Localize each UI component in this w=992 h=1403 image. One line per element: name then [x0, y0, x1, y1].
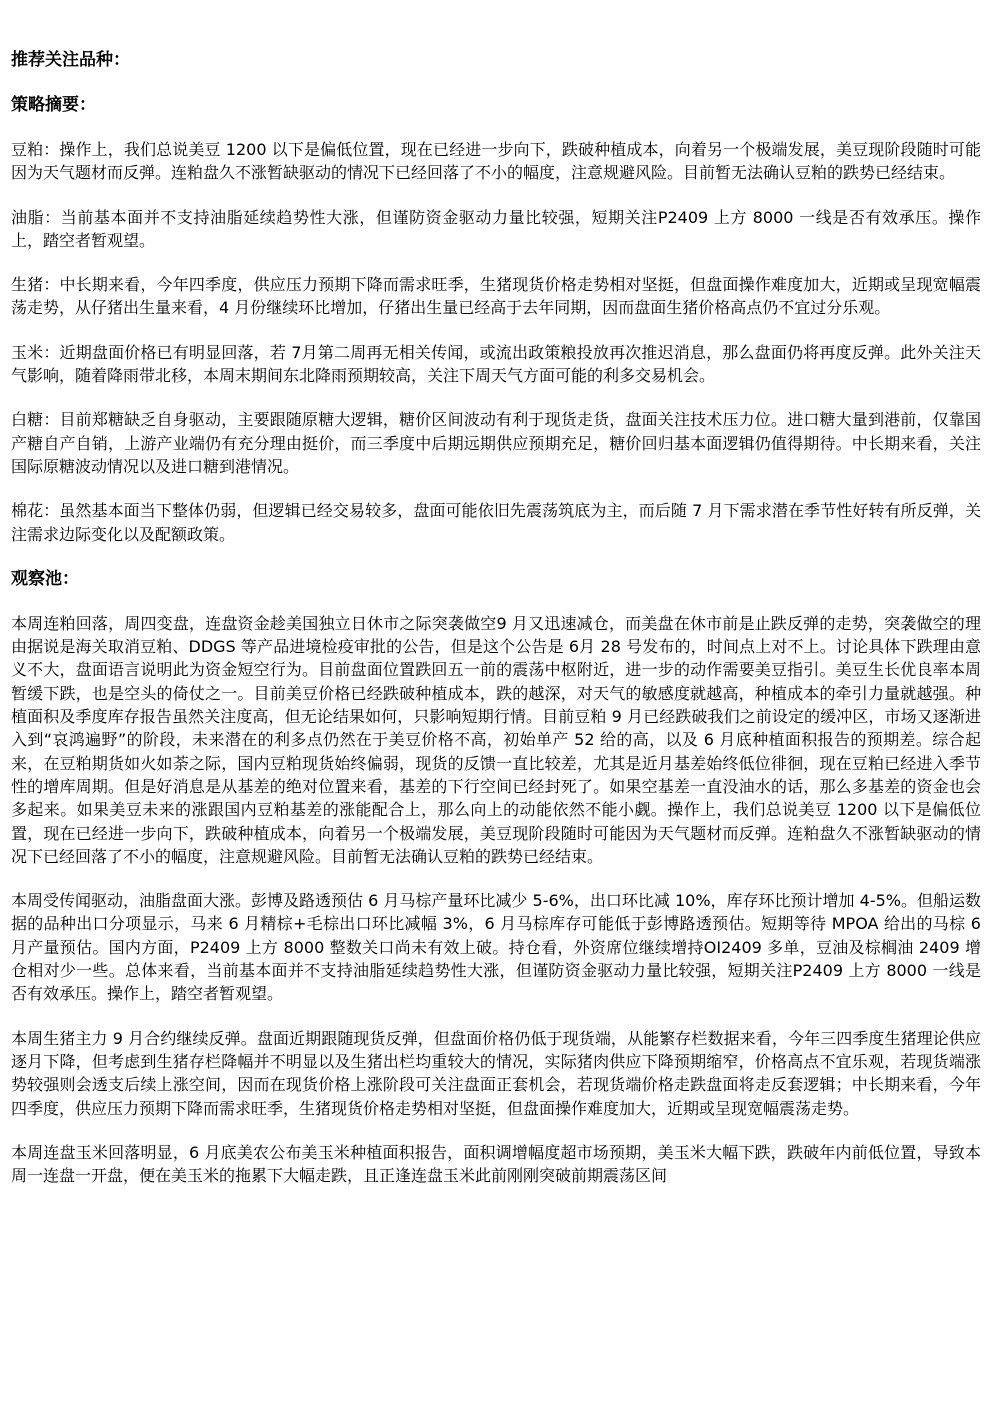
strategy-paragraph-sugar: 白糖：目前郑糖缺乏自身驱动，主要跟随原糖大逻辑，糖价区间波动有利于现货走货，盘面关注技术压力位。进口糖大量到港前，仅靠国产糖自产自销，上游产业端仍有充分理由挺价，而三季度中后期远期供应预期充足，糖价回归基本面逻辑仍值得期待。中长期来看，关注国际原糖波动情况以及进口糖到港情况。: [11, 410, 981, 476]
strategy-paragraph-cotton: 棉花：虽然基本面当下整体仍弱，但逻辑已经交易较多，盘面可能依旧先震荡筑底为主，而后随 7 月下需求潜在季节性好转有所反弹，关注需求边际变化以及配额政策。: [11, 501, 981, 544]
watchlist-heading: 观察池：: [11, 568, 79, 589]
recommend-heading: 推荐关注品种：: [11, 50, 130, 70]
watchlist-paragraph-corn: 本周连盘玉米回落明显，6 月底美农公布美玉米种植面积报告，面积调增幅度超市场预期，美玉米大幅下跌，跌破年内前低位置，导致本周一连盘一开盘，便在美玉米的拖累下大幅走跌，且正逢连盘玉米此前刚刚突破前期震荡区间: [11, 1142, 981, 1186]
watchlist-paragraph-soymeal: 本周连粕回落，周四变盘，连盘资金趁美国独立日休市之际突袭做空9 月又迅速减仓，而美盘在休市前是止跌反弹的走势，突袭做空的理由据说是海关取消豆粕、DDGS 等产品进境检疫审批的公告，但是这个公告是 6月 28 号发布的，时间点上对不上。讨论具体下跌理由意义不大，盘面语言说明此为资金短空行为。目前盘面位置跌回五一前的震荡中枢附近，进一步的动作需要美豆指引。美豆生长优良率本周暂缓下跌，也是空头的倚仗之一。目前美豆价格已经跌破种植成本，跌的越深，对天气的敏感度就越高，种植成本的牵引力量就越强。种植面积及季度库存报告虽然关注度高，但无论结果如何，只影响短期行情。目前豆粕 9 月已经跌破我们之前设定的缓冲区，市场又逐渐进入到“哀鸿遍野”的阶段，未来潜在的利多点仍然在于美豆价格不高，初始单产 52 给的高，以及 6 月底种植面积报告的预期差。综合起来，在豆粕期货如火如荼之际，国内豆粕现货始终偏弱，现货的反馈一直比较差，尤其是近月基差始终低位徘徊，现在豆粕已经进入季节性的增库周期。但是好消息是从基差的绝对位置来看，基差的下行空间已经封死了。如果空基差一直没油水的话，那么多基差的资金也会多起来。如果美豆未来的涨跟国内豆粕基差的涨能配合上，那么向上的动能依然不能小觑。操作上，我们总说美豆 1200 以下是偏低位置，现在已经进一步向下，跌破种植成本，向着另一个极端发展，美豆现阶段随时可能因为天气题材而反弹。连粕盘久不涨暂缺驱动的情况下已经回落了不小的幅度，注意规避风险。目前暂无法确认豆粕的跌势已经结束。: [11, 613, 981, 866]
strategy-paragraph-corn: 玉米：近期盘面价格已有明显回落，若 7月第二周再无相关传闻，或流出政策粮投放再次推迟消息，那么盘面仍将再度反弹。此外关注天气影响，随着降雨带北移，本周末期间东北降雨预期较高，关注下周天气方面可能的利多交易机会。: [11, 342, 981, 386]
watchlist-paragraph-oils: 本周受传闻驱动，油脂盘面大涨。彭博及路透预估 6 月马棕产量环比减少 5-6%，出口环比减 10%，库存环比预计增加 4-5%。但船运数据的品种出口分项显示，马来 6 月精棕+毛棕出口环比减幅 3%，6 月马棕库存可能低于彭博路透预估。短期等待 MPOA 给出的马棕 6 月产量预估。国内方面，P2409 上方 8000 整数关口尚未有效上破。持仓看，外资席位继续增持OI2409 多单，豆油及棕榈油 2409 增仓相对少一些。总体来看，当前基本面并不支持油脂延续趋势性大涨，但谨防资金驱动力量比较强，短期关注P2409 上方 8000 一线是否有效承压。操作上，踏空者暂观望。: [11, 891, 981, 1004]
strategy-heading: 策略摘要：: [11, 95, 96, 115]
strategy-paragraph-hogs: 生猪：中长期来看，今年四季度，供应压力预期下降而需求旺季，生猪现货价格走势相对坚挺，但盘面操作难度加大，近期或呈现宽幅震荡走势，从仔猪出生量来看，4 月份继续环比增加，仔猪出生量已经高于去年同期，因而盘面生猪价格高点仍不宜过分乐观。: [11, 275, 981, 318]
watchlist-paragraph-hogs: 本周生猪主力 9 月合约继续反弹。盘面近期跟随现货反弹，但盘面价格仍低于现货端，从能繁存栏数据来看，今年三四季度生猪理论供应逐月下降，但考虑到生猪存栏降幅并不明显以及生猪出栏均重较大的情况，实际猪肉供应下降预期缩窄，价格高点不宜乐观，若现货端涨势较强则会透支后续上涨空间，因而在现货价格上涨阶段可关注盘面正套机会，若现货端价格走跌盘面将走反套逻辑；中长期来看，今年四季度，供应压力预期下降而需求旺季，生猪现货价格走势相对坚挺，但盘面操作难度加大，近期或呈现宽幅震荡走势。: [11, 1028, 981, 1118]
strategy-paragraph-oils: 油脂：当前基本面并不支持油脂延续趋势性大涨，但谨防资金驱动力量比较强，短期关注P2409 上方 8000 一线是否有效承压。操作上，踏空者暂观望。: [11, 207, 981, 250]
strategy-paragraph-soymeal: 豆粕：操作上，我们总说美豆 1200 以下是偏低位置，现在已经进一步向下，跌破种植成本，向着另一个极端发展，美豆现阶段随时可能因为天气题材而反弹。连粕盘久不涨暂缺驱动的情况下已经回落了不小的幅度，注意规避风险。目前暂无法确认豆粕的跌势已经结束。: [11, 140, 981, 183]
